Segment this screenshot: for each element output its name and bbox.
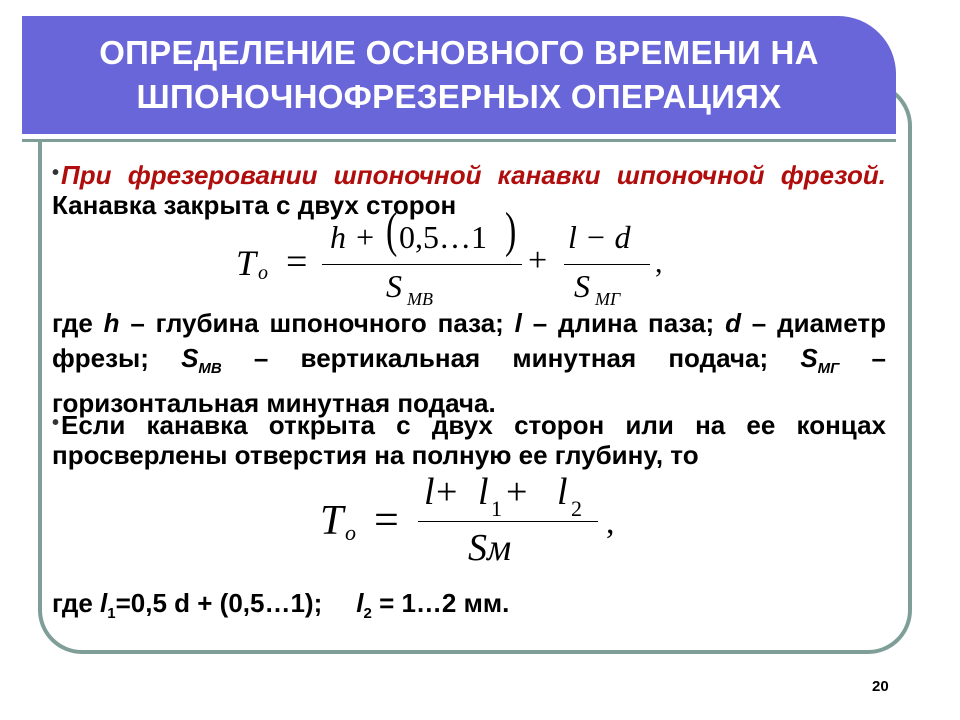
definitions-2-text-1: где bbox=[52, 588, 101, 618]
formula-2-lhs: T bbox=[320, 498, 344, 544]
formula-1-denominator-1: S bbox=[386, 268, 402, 304]
definitions-text-4: – диаметр фрезы; bbox=[52, 308, 887, 373]
symbol-s-mb: S bbox=[181, 343, 199, 373]
formula-2-numerator-l1-sub: 1 bbox=[491, 496, 502, 521]
formula-1-denominator-2-sub: MГ bbox=[595, 289, 621, 309]
formula-2-equals: = bbox=[374, 495, 399, 544]
formula-1-numerator-2: l − d bbox=[568, 219, 631, 255]
formula-2-lhs-sub: o bbox=[345, 520, 356, 545]
symbol-h: h bbox=[103, 308, 120, 338]
formula-1-paren-open: ( bbox=[386, 204, 398, 259]
definitions-2-text-2: =0,5 d + (0,5…1); bbox=[115, 588, 323, 618]
formula-1-numerator-1a: h + bbox=[330, 219, 376, 255]
formula-1-fraction-line-1 bbox=[322, 264, 522, 265]
definitions-text-3: – длина паза; bbox=[521, 308, 726, 338]
formula-1-equals: = bbox=[286, 241, 308, 283]
bullet-1-text: Канавка закрыта с двух сторон bbox=[52, 190, 457, 220]
formula-2-numerator-l2-sub: 2 bbox=[571, 496, 582, 521]
definitions-paragraph-2 bbox=[52, 588, 886, 629]
title-banner bbox=[22, 16, 896, 139]
formula-2-plus-1: + bbox=[436, 471, 458, 513]
definitions-2-text-3: = 1…2 мм. bbox=[371, 588, 510, 618]
formula-2-comma: , bbox=[606, 504, 615, 541]
definitions-text-1: где bbox=[52, 308, 104, 338]
bullet-paragraph-2 bbox=[52, 408, 886, 470]
formula-1-denominator-1-sub: MB bbox=[407, 289, 433, 309]
formula-1-lhs-sub: o bbox=[258, 262, 268, 284]
formula-1-comma: , bbox=[655, 246, 663, 279]
definitions-text-2: – глубина шпоночного паза; bbox=[119, 308, 515, 338]
definitions-text-5: – вертикальная минутная подача; bbox=[221, 343, 801, 373]
formula-1-denominator-2: S bbox=[574, 268, 590, 304]
slide-title-line-2: ШПОНОЧНОФРЕЗЕРНЫХ ОПЕРАЦИЯХ bbox=[136, 78, 782, 115]
definitions-text-6: – горизонтальная минутная подача. bbox=[52, 343, 887, 418]
bullet-paragraph-1 bbox=[52, 158, 886, 220]
formula-2-numerator-l1: l bbox=[478, 471, 489, 513]
formula-2-fraction-line bbox=[418, 521, 598, 522]
symbol-l1-sub: 1 bbox=[107, 605, 116, 622]
slide-title-line-1: ОПРЕДЕЛЕНИЕ ОСНОВНОГО ВРЕМЕНИ НА bbox=[99, 34, 819, 71]
formula-2-plus-2: + bbox=[506, 471, 528, 513]
symbol-s-mb-sub: MB bbox=[198, 360, 222, 377]
formula-2-numerator-l2: l bbox=[557, 471, 568, 513]
symbol-l1: l bbox=[100, 588, 108, 618]
formula-1-plus: + bbox=[528, 242, 548, 279]
formula-1-lhs: T bbox=[236, 243, 257, 283]
symbol-l2: l bbox=[356, 588, 364, 618]
formula-2-denominator: Sм bbox=[468, 527, 512, 569]
bullet-icon: • bbox=[52, 162, 60, 184]
formula-1-fraction-line-2 bbox=[564, 264, 650, 265]
formula-1-paren-close: ) bbox=[505, 204, 517, 259]
page-number: 20 bbox=[872, 678, 889, 695]
definitions-paragraph-1 bbox=[52, 306, 886, 421]
bullet-icon: • bbox=[52, 412, 60, 434]
emphasis-text-a: При bbox=[61, 160, 112, 190]
symbol-l: l bbox=[514, 308, 522, 338]
symbol-l2-sub: 2 bbox=[363, 605, 372, 622]
formula-2-numerator-l: l bbox=[424, 471, 435, 513]
emphasis-text-b: фрезеровании шпоночной канавки шпоночной фрезой. bbox=[127, 160, 886, 190]
formula-1-numerator-1b: 0,5…1 bbox=[399, 219, 487, 255]
bullet-2-text: Если канавка открыта с двух сторон или на ее концах просверлены отверстия на полную ее глубину, то bbox=[52, 410, 886, 470]
symbol-d: d bbox=[725, 308, 741, 338]
symbol-s-mg: S bbox=[800, 343, 818, 373]
symbol-s-mg-sub: MГ bbox=[817, 360, 840, 377]
